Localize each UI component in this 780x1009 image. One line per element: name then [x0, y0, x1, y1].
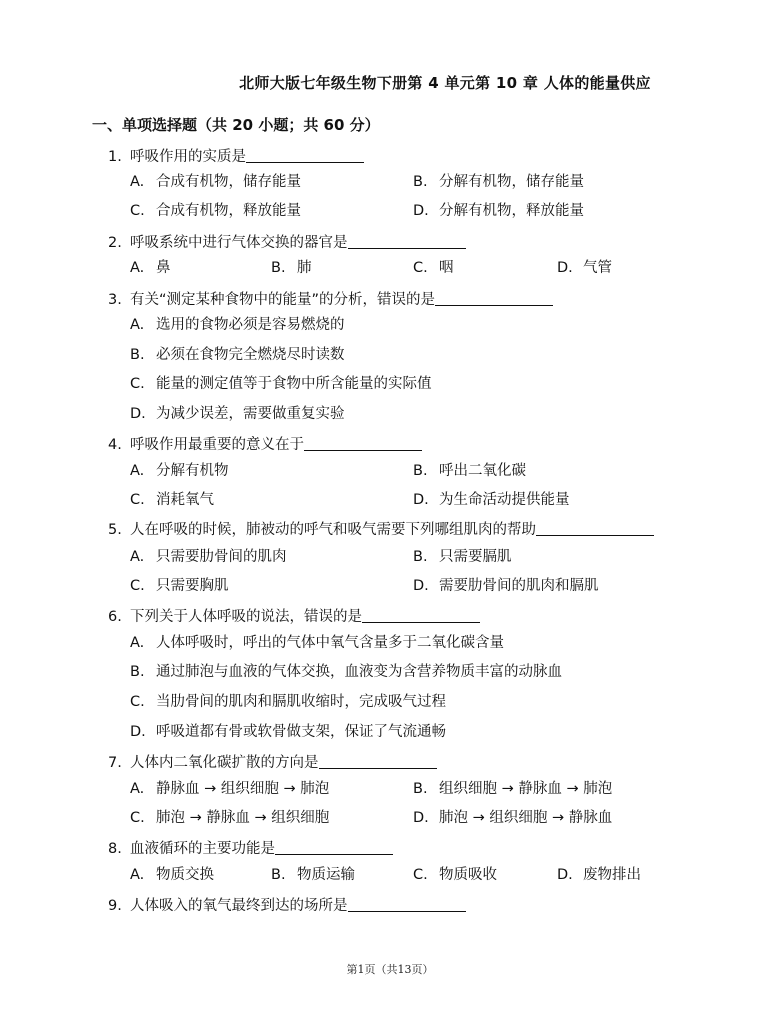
question-text: 血液循环的主要功能是 — [130, 841, 275, 857]
answer-blank[interactable] — [435, 291, 553, 306]
option-letter: C. — [413, 867, 428, 883]
option-letter: D. — [557, 260, 573, 276]
option-text: 只需要胸肌 — [156, 578, 229, 594]
option-letter: B. — [413, 549, 428, 565]
option-2d — [557, 256, 612, 277]
option-letter: C. — [130, 810, 145, 826]
option-1d — [413, 199, 584, 220]
option-letter: D. — [130, 724, 146, 740]
option-2c — [413, 256, 454, 277]
question-1 — [108, 145, 364, 166]
question-text: 下列关于人体呼吸的说法，错误的是 — [130, 609, 362, 625]
question-text: 人在呼吸的时候，肺被动的呼气和吸气需要下列哪组肌肉的帮助 — [130, 522, 536, 538]
option-5d — [413, 574, 599, 595]
option-4d — [413, 488, 570, 509]
option-text: 物质运输 — [297, 867, 355, 883]
answer-blank[interactable] — [319, 754, 437, 769]
option-letter: B. — [413, 174, 428, 190]
question-number: 1. — [108, 149, 122, 165]
question-7 — [108, 751, 437, 772]
answer-blank[interactable] — [348, 897, 466, 912]
option-letter: B. — [413, 463, 428, 479]
option-7b — [413, 777, 612, 798]
option-text: 能量的测定值等于食物中所含能量的实际值 — [156, 376, 432, 392]
option-3a — [130, 313, 345, 334]
option-letter: C. — [130, 376, 145, 392]
question-number: 3. — [108, 292, 122, 308]
option-letter: C. — [130, 694, 145, 710]
question-number: 8. — [108, 841, 122, 857]
option-letter: B. — [271, 867, 286, 883]
option-8b — [271, 863, 355, 884]
answer-blank[interactable] — [246, 148, 364, 163]
question-number: 2. — [108, 235, 122, 251]
option-letter: A. — [130, 635, 145, 651]
option-1c — [130, 199, 301, 220]
option-text: 人体呼吸时，呼出的气体中氧气含量多于二氧化碳含量 — [156, 635, 504, 651]
option-letter: D. — [130, 406, 146, 422]
option-text: 咽 — [439, 260, 454, 276]
answer-blank[interactable] — [275, 840, 393, 855]
question-number: 7. — [108, 755, 122, 771]
option-text: 通过肺泡与血液的气体交换，血液变为含营养物质丰富的动脉血 — [156, 664, 562, 680]
option-6b — [130, 660, 562, 681]
answer-blank[interactable] — [536, 521, 654, 536]
option-letter: C. — [130, 492, 145, 508]
option-3d — [130, 402, 345, 423]
option-8a — [130, 863, 214, 884]
option-letter: A. — [130, 781, 145, 797]
question-text: 呼吸作用最重要的意义在于 — [130, 437, 304, 453]
option-letter: B. — [271, 260, 286, 276]
option-text: 组织细胞 → 静脉血 → 肺泡 — [439, 781, 613, 797]
option-letter: B. — [130, 664, 145, 680]
question-2 — [108, 231, 466, 252]
page-footer: 第1页（共13页） — [346, 963, 434, 976]
option-text: 物质交换 — [156, 867, 214, 883]
question-text: 人体内二氧化碳扩散的方向是 — [130, 755, 319, 771]
option-8c — [413, 863, 497, 884]
option-8d — [557, 863, 641, 884]
answer-blank[interactable] — [304, 436, 422, 451]
option-text: 只需要膈肌 — [439, 549, 512, 565]
document-title: 北师大版七年级生物下册第 4 单元第 10 章 人体的能量供应 — [239, 74, 651, 92]
option-text: 呼出二氧化碳 — [439, 463, 526, 479]
option-4b — [413, 459, 526, 480]
option-6c — [130, 690, 446, 711]
option-text: 消耗氧气 — [156, 492, 214, 508]
option-letter: D. — [557, 867, 573, 883]
option-text: 肺 — [297, 260, 312, 276]
option-text: 物质吸收 — [439, 867, 497, 883]
option-text: 废物排出 — [583, 867, 641, 883]
option-7a — [130, 777, 329, 798]
option-letter: A. — [130, 867, 145, 883]
option-letter: D. — [413, 492, 429, 508]
option-letter: A. — [130, 463, 145, 479]
option-text: 需要肋骨间的肌肉和膈肌 — [439, 578, 599, 594]
question-3 — [108, 288, 553, 309]
question-9 — [108, 894, 466, 915]
question-text: 有关“测定某种食物中的能量”的分析，错误的是 — [130, 292, 436, 308]
question-number: 6. — [108, 609, 122, 625]
option-7c — [130, 806, 329, 827]
option-text: 只需要肋骨间的肌肉 — [156, 549, 287, 565]
question-text: 呼吸系统中进行气体交换的器官是 — [130, 235, 348, 251]
question-8 — [108, 837, 393, 858]
option-text: 呼吸道都有骨或软骨做支架，保证了气流通畅 — [156, 724, 446, 740]
question-text: 呼吸作用的实质是 — [130, 149, 246, 165]
option-letter: A. — [130, 260, 145, 276]
question-4 — [108, 433, 422, 454]
question-number: 9. — [108, 898, 122, 914]
option-letter: A. — [130, 174, 145, 190]
option-4c — [130, 488, 214, 509]
option-text: 分解有机物，释放能量 — [439, 203, 584, 219]
option-text: 为减少误差，需要做重复实验 — [156, 406, 345, 422]
option-text: 分解有机物，储存能量 — [439, 174, 584, 190]
option-3b — [130, 343, 345, 364]
option-letter: B. — [413, 781, 428, 797]
option-text: 肺泡 → 组织细胞 → 静脉血 — [439, 810, 613, 826]
option-text: 必须在食物完全燃烧尽时读数 — [156, 347, 345, 363]
option-1a — [130, 170, 301, 191]
option-letter: D. — [413, 810, 429, 826]
question-6 — [108, 605, 480, 626]
option-text: 分解有机物 — [156, 463, 229, 479]
option-text: 肺泡 → 静脉血 → 组织细胞 — [156, 810, 330, 826]
option-5b — [413, 545, 512, 566]
option-6a — [130, 631, 504, 652]
section-heading: 一、单项选择题（共 20 小题；共 60 分） — [92, 116, 380, 134]
option-text: 合成有机物，释放能量 — [156, 203, 301, 219]
question-number: 5. — [108, 522, 122, 538]
answer-blank[interactable] — [362, 608, 480, 623]
option-letter: D. — [413, 203, 429, 219]
option-letter: A. — [130, 549, 145, 565]
question-text: 人体吸入的氧气最终到达的场所是 — [130, 898, 348, 914]
option-text: 选用的食物必须是容易燃烧的 — [156, 317, 345, 333]
option-5c — [130, 574, 229, 595]
option-letter: A. — [130, 317, 145, 333]
option-letter: C. — [413, 260, 428, 276]
option-letter: D. — [413, 578, 429, 594]
question-5 — [108, 518, 654, 539]
option-text: 为生命活动提供能量 — [439, 492, 570, 508]
option-text: 当肋骨间的肌肉和膈肌收缩时，完成吸气过程 — [156, 694, 446, 710]
question-number: 4. — [108, 437, 122, 453]
option-5a — [130, 545, 287, 566]
option-text: 静脉血 → 组织细胞 → 肺泡 — [156, 781, 330, 797]
option-6d — [130, 720, 446, 741]
option-2a — [130, 256, 171, 277]
answer-blank[interactable] — [348, 234, 466, 249]
option-7d — [413, 806, 612, 827]
option-letter: C. — [130, 578, 145, 594]
option-text: 合成有机物，储存能量 — [156, 174, 301, 190]
option-text: 气管 — [583, 260, 612, 276]
option-letter: B. — [130, 347, 145, 363]
option-letter: C. — [130, 203, 145, 219]
option-3c — [130, 372, 432, 393]
option-1b — [413, 170, 584, 191]
option-2b — [271, 256, 312, 277]
option-4a — [130, 459, 229, 480]
option-text: 鼻 — [156, 260, 171, 276]
